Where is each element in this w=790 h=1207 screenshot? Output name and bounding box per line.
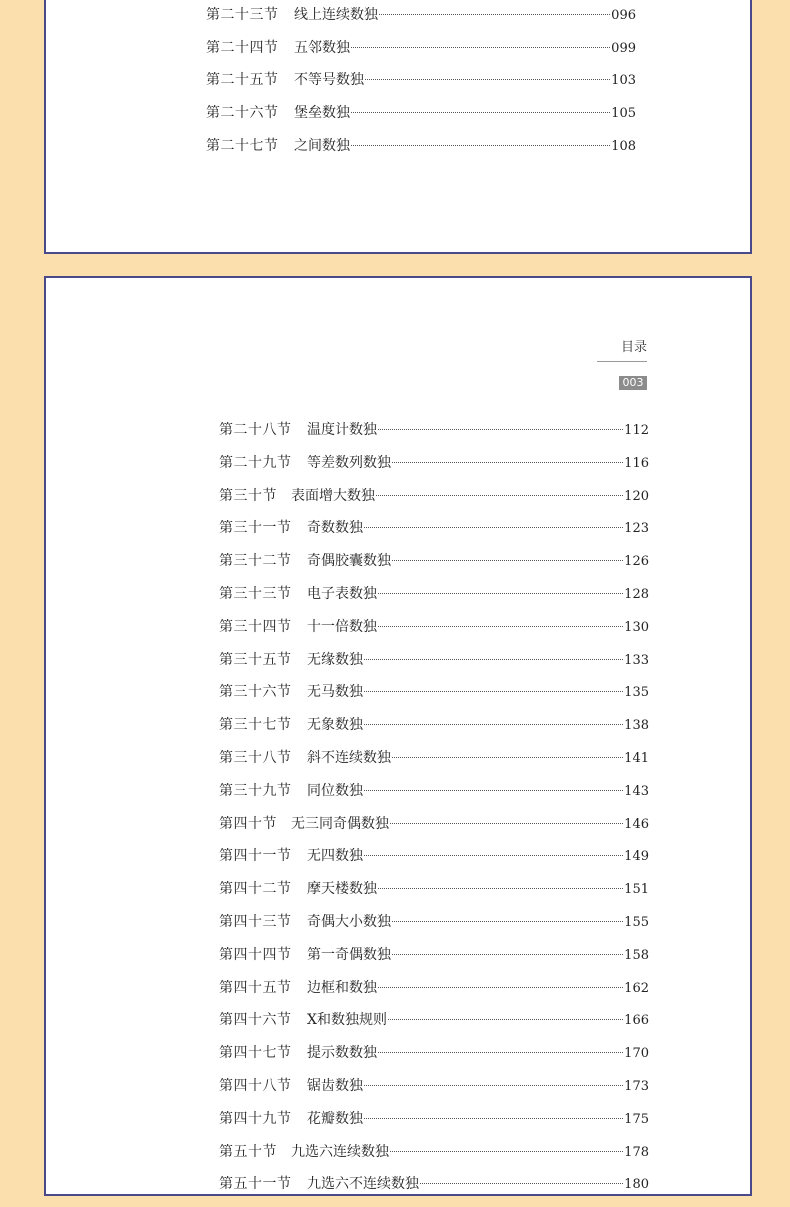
toc-entry (206, 103, 636, 136)
page-ref: 166 (624, 1013, 649, 1029)
page-ref: 175 (624, 1111, 649, 1127)
dot-leader (351, 47, 610, 48)
section-number: 第五十一节 (219, 1176, 292, 1193)
section-title: 无三同奇偶数独 (291, 815, 389, 832)
section-number: 第二十五节 (206, 72, 279, 89)
page-ref: 141 (624, 750, 649, 766)
page-ref: 143 (624, 783, 649, 799)
section-number: 第四十节 (219, 815, 277, 832)
toc-entry (206, 70, 636, 103)
section-title: 第一奇偶数独 (307, 946, 391, 963)
toc-entry (219, 748, 649, 781)
page-ref: 123 (624, 521, 649, 537)
toc-entry (219, 1010, 649, 1043)
page-ref: 130 (624, 619, 649, 635)
dot-leader (364, 527, 623, 528)
dot-leader (364, 1118, 623, 1119)
section-title: 奇数数独 (307, 520, 363, 537)
page-number-badge: 003 (619, 376, 647, 390)
page-ref: 126 (624, 554, 649, 570)
page-ref: 105 (611, 106, 636, 122)
dot-leader (392, 921, 623, 922)
toc-entry (206, 38, 636, 71)
page-ref: 128 (624, 586, 649, 602)
toc-entry (219, 453, 649, 486)
section-title: 奇偶胶囊数独 (307, 553, 391, 570)
toc-entry (219, 420, 649, 453)
toc-entry (219, 814, 649, 847)
page-ref: 180 (624, 1177, 649, 1193)
dot-leader (364, 659, 623, 660)
section-number: 第三十五节 (219, 651, 292, 668)
page-ref: 138 (624, 718, 649, 734)
page-ref: 158 (624, 947, 649, 963)
toc-entry (219, 912, 649, 945)
toc-page-bottom (44, 276, 752, 1196)
section-number: 第二十三节 (206, 6, 279, 23)
section-number: 第三十二节 (219, 553, 292, 570)
toc-entry (219, 682, 649, 715)
section-number: 第三十九节 (219, 782, 292, 799)
page-ref: 155 (624, 914, 649, 930)
page-ref: 116 (624, 455, 649, 471)
toc-entry (219, 584, 649, 617)
section-number: 第二十八节 (219, 422, 292, 438)
dot-leader (364, 724, 623, 725)
page-ref: 170 (624, 1046, 649, 1062)
section-number: 第五十节 (219, 1143, 277, 1160)
page-ref: 108 (611, 138, 636, 154)
toc-page-top (44, 0, 752, 254)
page-ref: 112 (624, 423, 649, 438)
section-title: 同位数独 (307, 782, 363, 799)
section-number: 第二十六节 (206, 105, 279, 122)
toc-entry (219, 846, 649, 879)
page-ref: 151 (624, 882, 649, 898)
dot-leader (378, 1052, 623, 1053)
dot-leader (390, 1151, 623, 1152)
dot-leader (376, 495, 623, 496)
section-title: 无马数独 (307, 684, 363, 701)
section-number: 第三十四节 (219, 618, 292, 635)
page-ref: 133 (624, 652, 649, 668)
section-title: 线上连续数独 (294, 6, 378, 23)
toc-entry (219, 1109, 649, 1142)
toc-entry (219, 879, 649, 912)
toc-entry (219, 945, 649, 978)
toc-entry (219, 518, 649, 551)
section-number: 第三十六节 (219, 684, 292, 701)
page-ref: 135 (624, 685, 649, 701)
section-title: 十一倍数独 (307, 618, 377, 635)
dot-leader (379, 14, 610, 15)
section-title: 电子表数独 (307, 585, 377, 602)
section-title: 花瓣数独 (307, 1110, 363, 1127)
section-number: 第三十八节 (219, 749, 292, 766)
section-number: 第四十四节 (219, 946, 292, 963)
section-title: 无缘数独 (307, 651, 363, 668)
dot-leader (378, 626, 623, 627)
page-ref: 178 (624, 1144, 649, 1160)
toc-list-bottom (219, 420, 649, 1207)
page-ref: 103 (611, 73, 636, 89)
toc-entry (219, 1043, 649, 1076)
toc-entry (219, 1142, 649, 1175)
section-number: 第三十七节 (219, 717, 292, 734)
toc-entry (219, 650, 649, 683)
section-title: 九选六不连续数独 (307, 1176, 419, 1193)
page-ref: 173 (624, 1078, 649, 1094)
toc-entry (206, 136, 636, 169)
section-title: X和数独规则 (307, 1012, 387, 1029)
section-title: 摩天楼数独 (307, 881, 377, 898)
dot-leader (392, 757, 623, 758)
dot-leader (378, 987, 623, 988)
dot-leader (351, 112, 610, 113)
section-number: 第二十四节 (206, 39, 279, 56)
dot-leader (392, 462, 623, 463)
toc-entry (219, 715, 649, 748)
dot-leader (364, 790, 623, 791)
page-ref: 162 (624, 980, 649, 996)
section-title: 锯齿数独 (307, 1077, 363, 1094)
toc-entry (219, 781, 649, 814)
page-ref: 149 (624, 849, 649, 865)
section-number: 第四十三节 (219, 913, 292, 930)
section-title: 等差数列数独 (307, 454, 391, 471)
section-number: 第四十六节 (219, 1012, 292, 1029)
dot-leader (351, 145, 610, 146)
dot-leader (378, 593, 623, 594)
page-ref: 096 (611, 7, 636, 23)
dot-leader (420, 1183, 623, 1184)
header-divider (597, 361, 647, 362)
toc-entry (219, 551, 649, 584)
section-number: 第四十九节 (219, 1110, 292, 1127)
dot-leader (378, 429, 623, 430)
section-title: 表面增大数独 (291, 487, 375, 504)
section-title: 不等号数独 (294, 72, 364, 89)
section-title: 斜不连续数独 (307, 749, 391, 766)
section-title: 五邻数独 (294, 39, 350, 56)
section-title: 之间数独 (294, 137, 350, 154)
toc-list-top (206, 0, 636, 169)
dot-leader (365, 79, 610, 80)
dot-leader (378, 888, 623, 889)
section-title: 温度计数独 (307, 422, 377, 438)
section-number: 第四十一节 (219, 848, 292, 865)
dot-leader (388, 1019, 623, 1020)
dot-leader (364, 855, 623, 856)
dot-leader (364, 1085, 623, 1086)
toc-entry (219, 978, 649, 1011)
section-number: 第二十九节 (219, 454, 292, 471)
section-number: 第四十二节 (219, 881, 292, 898)
section-number: 第三十一节 (219, 520, 292, 537)
section-number: 第二十七节 (206, 137, 279, 154)
section-number: 第四十五节 (219, 979, 292, 996)
toc-entry (206, 5, 636, 38)
section-title: 堡垒数独 (294, 105, 350, 122)
dot-leader (364, 691, 623, 692)
page-ref: 120 (624, 488, 649, 504)
dot-leader (392, 560, 623, 561)
section-title: 九选六连续数独 (291, 1143, 389, 1160)
page-header-label: 目录 (620, 340, 647, 355)
toc-entry (219, 1076, 649, 1109)
page-ref: 146 (624, 816, 649, 832)
toc-entry (219, 617, 649, 650)
dot-leader (390, 823, 623, 824)
section-title: 边框和数独 (307, 979, 377, 996)
section-number: 第三十节 (219, 487, 277, 504)
section-title: 无象数独 (307, 717, 363, 734)
section-title: 提示数数独 (307, 1045, 377, 1062)
section-number: 第四十八节 (219, 1077, 292, 1094)
page-ref: 099 (611, 40, 636, 56)
toc-entry (219, 1174, 649, 1207)
section-number: 第三十三节 (219, 585, 292, 602)
section-title: 奇偶大小数独 (307, 913, 391, 930)
dot-leader (392, 954, 623, 955)
toc-entry (219, 486, 649, 519)
section-number: 第四十七节 (219, 1045, 292, 1062)
section-title: 无四数独 (307, 848, 363, 865)
